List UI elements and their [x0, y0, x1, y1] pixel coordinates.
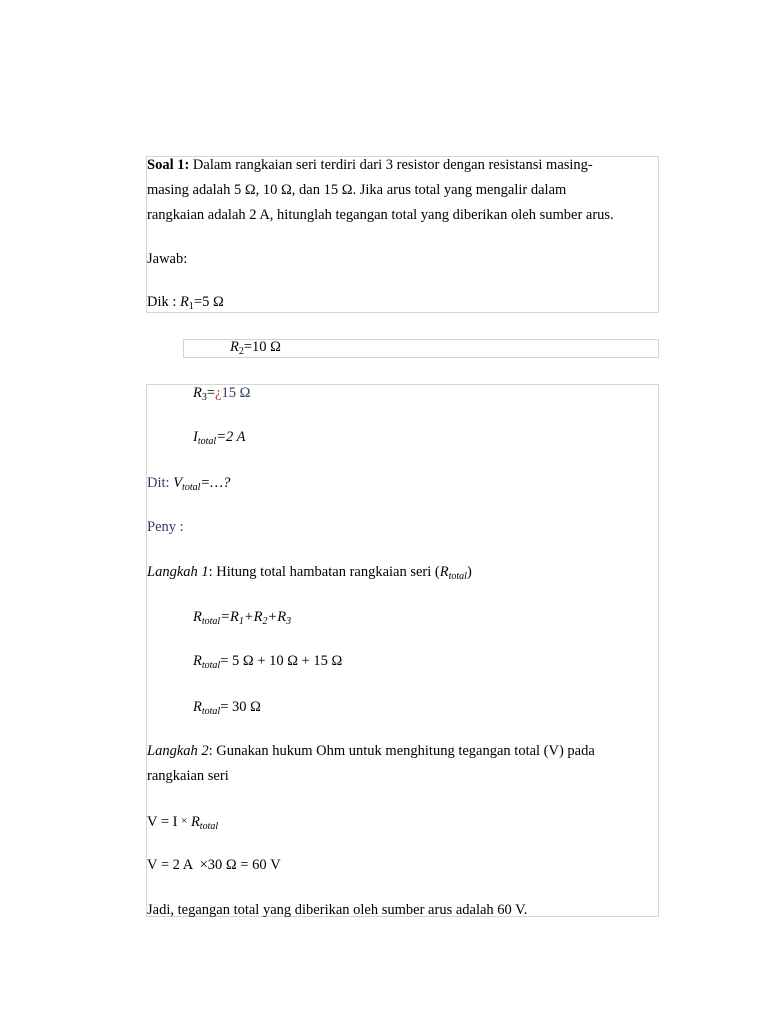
conclusion: Jadi, tegangan total yang diberikan oleh sumber arus adalah 60 V.: [147, 902, 528, 918]
i-value: =2 A: [216, 429, 246, 445]
step1-subscript: total: [448, 571, 467, 582]
r1-subscript: 1: [188, 301, 194, 312]
eq1-sub-1: 1: [238, 616, 244, 627]
r3-equals: =: [206, 385, 216, 401]
problem-label: Soal 1:: [147, 157, 190, 173]
eq1-part-c: +R: [267, 609, 287, 625]
known-current: [193, 428, 245, 451]
problem-line-2: masing adalah 5 Ω, 10 Ω, dan 15 Ω. Jika arus total yang mengalir dalam: [147, 182, 567, 198]
solution-label: Peny :: [147, 519, 184, 535]
eq1-sub-3: 3: [286, 616, 292, 627]
step1-close: ): [466, 564, 472, 580]
eq3-subscript: total: [201, 706, 221, 717]
ohm-eq-symbol: R: [187, 814, 200, 830]
asked-line: [147, 474, 230, 497]
step1-line: [147, 563, 472, 586]
r1-value: =5 Ω: [193, 294, 224, 310]
r3-value: 15 Ω: [221, 385, 251, 401]
eq1-subscript: total: [201, 616, 221, 627]
step1-eq1: [193, 608, 291, 631]
answer-label: Jawab:: [147, 251, 188, 267]
eq1-symbol: R: [193, 609, 202, 625]
step1-symbol: R: [439, 564, 449, 580]
step2-line: [147, 742, 595, 760]
step1-eq3: [193, 698, 261, 721]
problem-text-1: Dalam rangkaian seri terdiri dari 3 resistor dengan resistansi masing-: [189, 157, 593, 173]
times-sign: ×: [181, 815, 188, 827]
problem-line-3: rangkaian adalah 2 A, hitunglah tegangan total yang diberikan oleh sumber arus.: [147, 207, 614, 223]
eq2-symbol: R: [193, 653, 202, 669]
r2-value: =10 Ω: [243, 339, 281, 355]
known-r1: [147, 293, 224, 316]
step2-eq2: V = 2 A ×30 Ω = 60 V: [147, 857, 281, 873]
eq2-value: = 5 Ω + 10 Ω + 15 Ω: [220, 653, 343, 669]
known-r3: [193, 384, 250, 407]
step1-label: Langkah 1: [147, 564, 209, 580]
r1-symbol: R: [180, 294, 189, 310]
i-symbol: I: [193, 429, 198, 445]
r2-subscript: 2: [238, 346, 244, 357]
eq1-sub-2: 2: [262, 616, 268, 627]
problem-line-1: [147, 156, 593, 174]
eq3-value: = 30 Ω: [220, 699, 261, 715]
eq2-subscript: total: [201, 660, 221, 671]
eq1-part-b: +R: [243, 609, 263, 625]
known-label: Dik :: [147, 294, 181, 310]
step2-line-2: rangkaian seri: [147, 768, 229, 784]
step1-eq2: [193, 652, 342, 675]
v-symbol: V: [173, 475, 183, 491]
r3-symbol: R: [193, 385, 202, 401]
asked-value: =…?: [200, 475, 231, 491]
r3-glyph: ¿: [215, 385, 222, 401]
ohm-eq-a: V = I: [147, 814, 182, 830]
solution-box: [146, 384, 659, 917]
step2-eq1: [147, 812, 218, 836]
eq1-part-a: =R: [220, 609, 239, 625]
ohm-eq-subscript: total: [199, 821, 219, 832]
asked-label: Dit:: [147, 475, 174, 491]
eq3-symbol: R: [193, 699, 202, 715]
r2-symbol: R: [230, 339, 239, 355]
step1-text: : Hitung total hambatan rangkaian seri (: [208, 564, 440, 580]
known-r2: [230, 338, 281, 361]
r3-subscript: 3: [201, 392, 207, 403]
problem-box: [146, 156, 659, 313]
step2-label: Langkah 2: [147, 743, 209, 759]
step2-text: : Gunakan hukum Ohm untuk menghitung tegangan total (V) pada: [208, 743, 595, 759]
i-subscript: total: [197, 436, 217, 447]
v-subscript: total: [182, 482, 201, 493]
